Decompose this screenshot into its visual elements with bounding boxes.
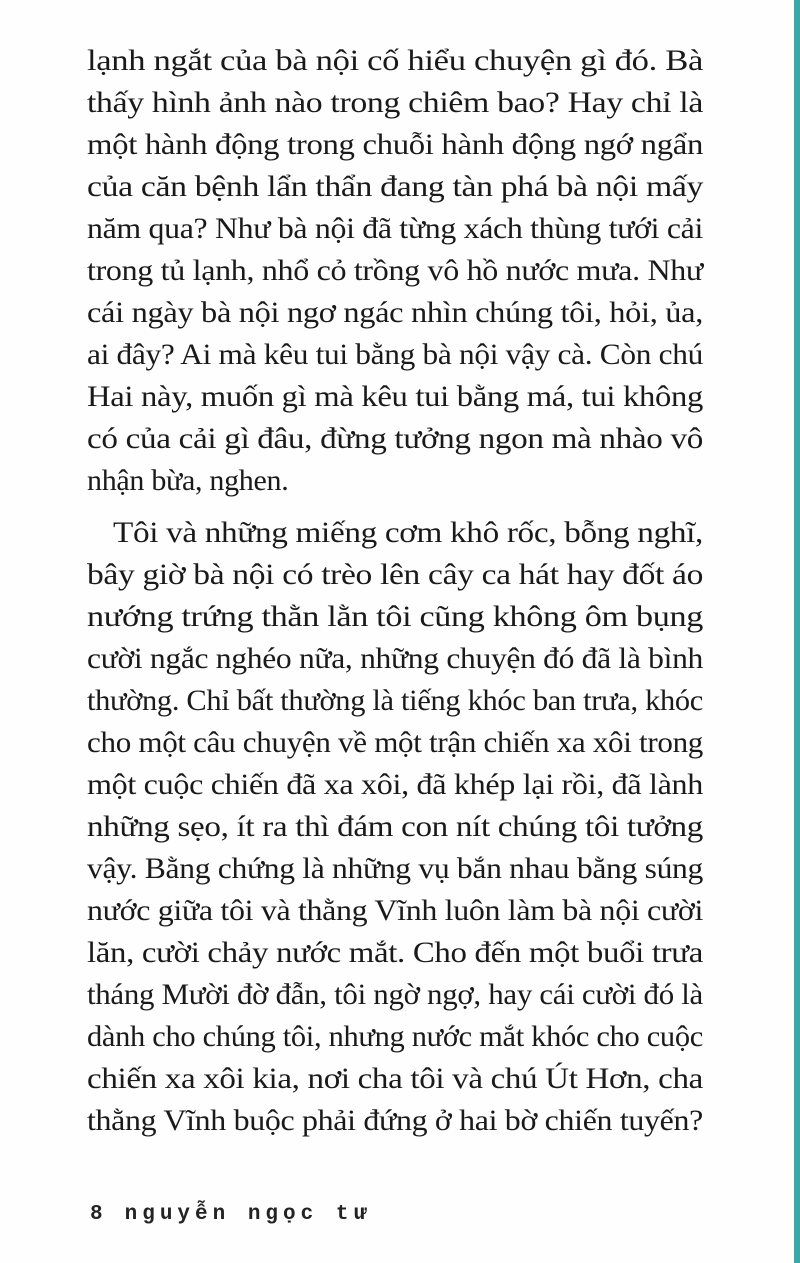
text-line <box>87 596 703 638</box>
text-line <box>87 40 703 82</box>
text-line-content: cái ngày bà nội ngơ ngác nhìn chúng tôi, hỏi, ủa, <box>87 296 703 329</box>
text-line-content: một cuộc chiến đã xa xôi, đã khép lại rồi, đã lành <box>87 768 703 801</box>
paragraph-2 <box>87 512 703 1142</box>
text-line <box>87 890 703 932</box>
text-line <box>87 292 703 334</box>
text-line <box>87 806 703 848</box>
text-line <box>87 250 703 292</box>
text-line-content: một hành động trong chuỗi hành động ngớ ngẩn <box>87 128 704 161</box>
text-line <box>87 1100 703 1142</box>
page-footer <box>90 1203 371 1226</box>
text-line <box>87 334 703 376</box>
text-line <box>87 376 703 418</box>
paragraph-1 <box>87 40 703 502</box>
text-line-content: Hai này, muốn gì mà kêu tui bằng má, tui không <box>87 380 704 413</box>
page-number: 8 <box>90 1203 103 1226</box>
text-line <box>87 418 703 460</box>
text-line <box>87 848 703 890</box>
text-line <box>87 680 703 722</box>
text-line <box>87 208 703 250</box>
text-line-content: cho một câu chuyện về một trận chiến xa xôi trong <box>87 726 704 759</box>
text-line-content: lăn, cười chảy nước mắt. Cho đến một buổi trưa <box>87 936 704 969</box>
text-line <box>87 554 703 596</box>
text-line <box>87 166 703 208</box>
text-line <box>87 460 703 502</box>
text-line-content: trong tủ lạnh, nhổ cỏ trồng vô hồ nước mưa. Như <box>87 254 703 287</box>
text-line-content: có của cải gì đâu, đừng tưởng ngon mà nhào vô <box>87 422 703 455</box>
text-line <box>87 1016 703 1058</box>
text-line <box>87 512 703 554</box>
text-line-content: nước giữa tôi và thằng Vĩnh luôn làm bà nội cười <box>87 894 704 927</box>
text-line-content: bây giờ bà nội có trèo lên cây ca hát hay đốt áo <box>87 558 704 591</box>
page-text <box>87 40 703 1142</box>
text-line-content: tháng Mười đờ đẫn, tôi ngờ ngợ, hay cái cười đó là <box>87 978 703 1011</box>
text-line <box>87 124 703 166</box>
text-line-content: lạnh ngắt của bà nội cố hiểu chuyện gì đó. Bà <box>87 44 704 77</box>
text-line-content: ai đây? Ai mà kêu tui bằng bà nội vậy cà. Còn chú <box>87 338 704 371</box>
text-line <box>87 974 703 1016</box>
text-line-content: thằng Vĩnh buộc phải đứng ở hai bờ chiến tuyến? <box>87 1104 703 1137</box>
text-line-content: chiến xa xôi kia, nơi cha tôi và chú Út Hơn, cha <box>87 1062 703 1095</box>
text-line-content: Tôi và những miếng cơm khô rốc, bỗng nghĩ, <box>113 516 704 549</box>
text-line-content: năm qua? Như bà nội đã từng xách thùng tưới cải <box>87 212 703 245</box>
text-line-content: của căn bệnh lẩn thẩn đang tàn phá bà nội mấy <box>87 170 704 203</box>
text-line-content: nướng trứng thằn lằn tôi cũng không ôm bụng <box>87 600 703 633</box>
text-line-content: vậy. Bằng chứng là những vụ bắn nhau bằng súng <box>87 852 704 885</box>
author-name: nguyễn ngọc tư <box>124 1203 372 1226</box>
text-line <box>87 722 703 764</box>
text-line <box>87 82 703 124</box>
text-line <box>87 932 703 974</box>
text-line <box>87 764 703 806</box>
text-line <box>87 638 703 680</box>
text-line-content: thường. Chỉ bất thường là tiếng khóc ban trưa, khóc <box>87 684 703 717</box>
text-line-content: dành cho chúng tôi, nhưng nước mắt khóc cho cuộc <box>87 1020 703 1053</box>
text-line-content: những sẹo, ít ra thì đám con nít chúng tôi tưởng <box>87 810 704 843</box>
text-line-content: thấy hình ảnh nào trong chiêm bao? Hay chỉ là <box>87 86 703 119</box>
text-line-content: nhận bừa, nghen. <box>87 464 289 497</box>
text-line-content: cười ngắc nghéo nữa, những chuyện đó đã là bình <box>87 642 704 675</box>
text-line <box>87 1058 703 1100</box>
book-cover-edge-strip <box>794 0 800 1263</box>
